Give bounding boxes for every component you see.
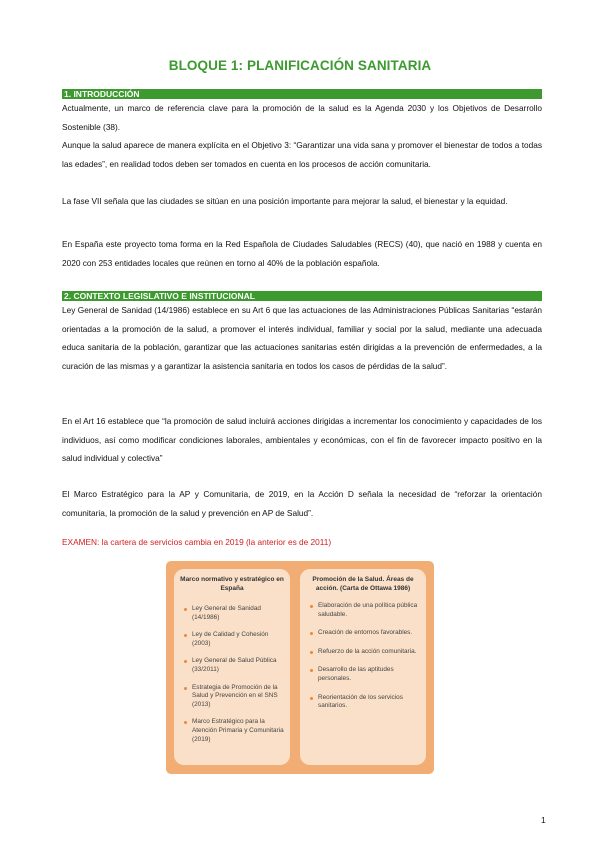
paragraph-intro-4: En España este proyecto toma forma en la Red Española de Ciudades Saludables (RECS) (40), que nació en 1988 y cuenta en 2020 con 253 entidades locales que reúnen en torno al 40% de la población española. — [62, 239, 542, 268]
paragraph-contexto-2: En el Art 16 establece que “la promoción de salud incluirá acciones dirigidas a incrementar los conocimiento y capacidades de los individuos, así como modificar condiciones laborales, ambientales y económicas, con el fin de favorecer impacto positivo en la salud individual y colectiva” — [62, 416, 542, 463]
figure-left-panel — [174, 569, 290, 765]
list-item: Creación de entornos favorables. — [310, 629, 420, 638]
paragraph-intro-3: La fase VII señala que las ciudades se sitúan en una posición importante para mejorar la salud, el bienestar y la equidad. — [62, 196, 508, 206]
section-heading-introduccion: 1. INTRODUCCIÓN — [62, 89, 542, 99]
left-panel-heading: Marco normativo y estratégico en España — [180, 576, 284, 592]
page-number: 1 — [541, 815, 546, 825]
list-item: Ley General de Sanidad (14/1986) — [184, 605, 284, 622]
section-heading-contexto: 2. CONTEXTO LEGISLATIVO E INSTITUCIONAL — [62, 291, 542, 301]
right-panel-heading: Promoción de la Salud. Áreas de acción. (Carta de Ottawa 1986) — [312, 576, 414, 592]
list-item: Refuerzo de la acción comunitaria. — [310, 648, 420, 657]
paragraph-intro-1: Actualmente, un marco de referencia clave para la promoción de la salud es la Agenda 2030 y los Objetivos de Desarrollo Sostenible (38). — [62, 103, 542, 132]
list-item: Ley de Calidad y Cohesión (2003) — [184, 631, 284, 648]
figure-right-panel — [300, 569, 426, 765]
list-item: Estrategia de Promoción de la Salud y Prevención en el SNS (2013) — [184, 684, 284, 710]
paragraph-contexto-3: El Marco Estratégico para la AP y Comunitaria, de 2019, en la Acción D señala la necesidad de “reforzar la orientación comunitaria, la promoción de la salud y prevención en AP de Salud”. — [62, 489, 542, 518]
figure-framework — [166, 561, 434, 774]
list-item: Reorientación de los servicios sanitarios. — [310, 694, 420, 711]
exam-note: EXAMEN: la cartera de servicios cambia en 2019 (la anterior es de 2011) — [62, 537, 332, 547]
list-item: Elaboración de una política pública saludable. — [310, 602, 420, 619]
list-item: Ley General de Salud Pública (33/2011) — [184, 657, 284, 674]
list-item: Desarrollo de las aptitudes personales. — [310, 666, 420, 683]
paragraph-contexto-1: Ley General de Sanidad (14/1986) establece en su Art 6 que las actuaciones de las Administraciones Públicas Sanitarias “estarán orientadas a la promoción de la salud, a promover el interés individual, familiar y social por la salud, mediante una adecuada educa sanitaria de la población, garantizar que las actuaciones sanitarias estén dirigidas a la prevención de enfermedades, a la curación de las mismas y a garantizar la asistencia sanitaria en todos los casos de pérdidas de la salud”. — [62, 305, 542, 371]
list-item: Marco Estratégico para la Atención Primaria y Comunitaria (2019) — [184, 718, 284, 744]
document-title: BLOQUE 1: PLANIFICACIÓN SANITARIA — [168, 58, 432, 73]
paragraph-intro-2: Aunque la salud aparece de manera explícita en el Objetivo 3: “Garantizar una vida sana y promover el bienestar de todos a todas las edades”, en realidad todos deben ser tomados en cuenta en los procesos de acción comunitaria. — [62, 140, 542, 169]
